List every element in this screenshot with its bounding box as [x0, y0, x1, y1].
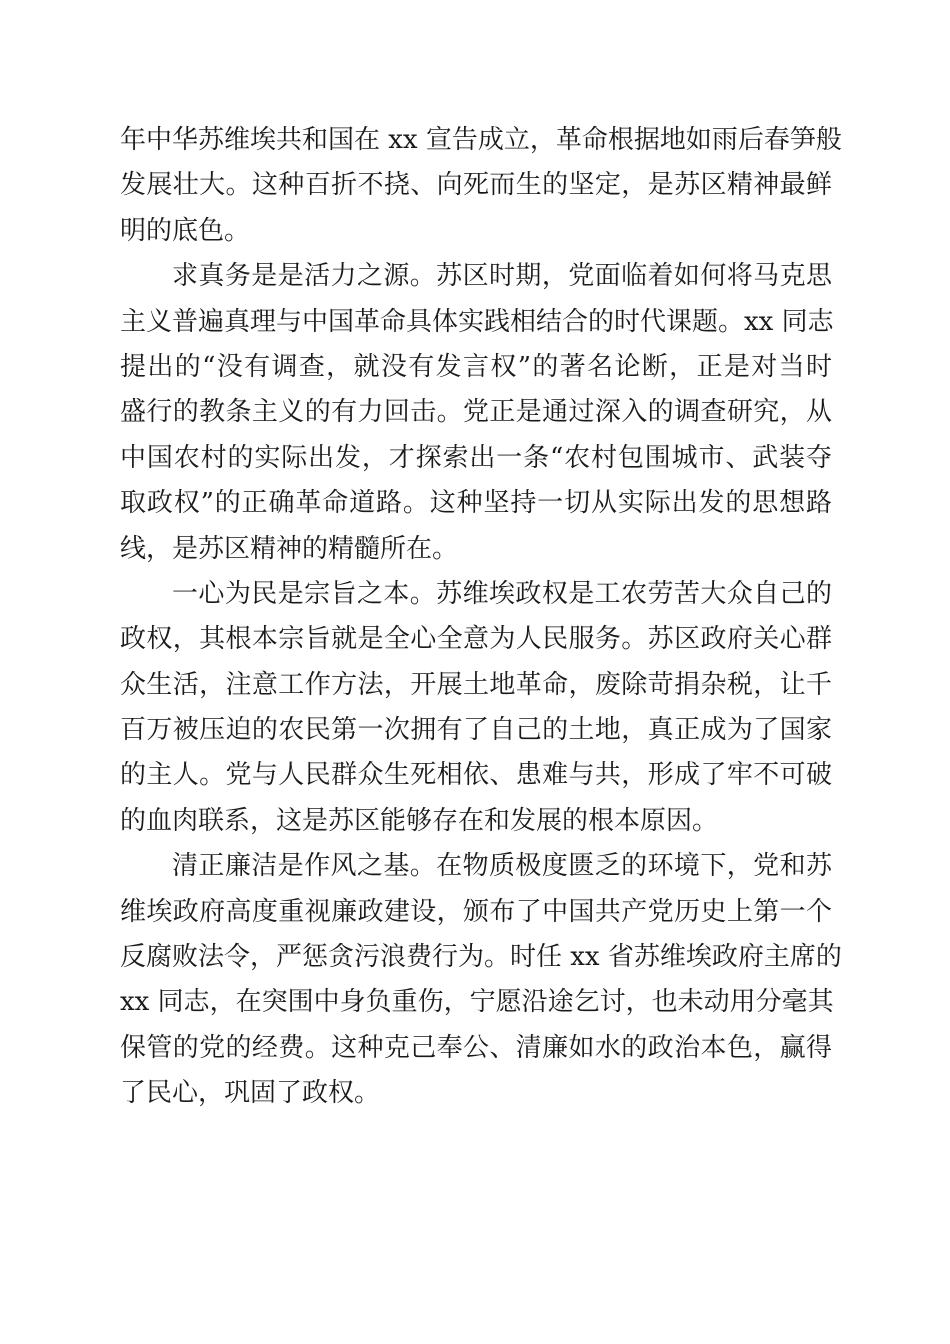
text-line: 清正廉洁是作风之基。在物质极度匮乏的环境下，党和苏 — [172, 851, 832, 882]
paragraph-p1 — [120, 118, 842, 254]
text-line: 盛行的教条主义的有力回击。党正是通过深入的调查研究，从 — [120, 397, 832, 428]
paragraph-p2 — [120, 254, 832, 572]
text-line: 中国农村的实际出发，才探索出一条“农村包围城市、武装夺 — [120, 442, 832, 473]
text-line: 百万被压迫的农民第一次拥有了自己的土地，真正成为了国家 — [120, 715, 832, 746]
paragraph-p4 — [120, 844, 842, 1116]
text-line: 发展壮大。这种百折不挠、向死而生的坚定，是苏区精神最鲜 — [120, 170, 832, 201]
paragraph-p3 — [120, 572, 832, 844]
text-line: 年中华苏维埃共和国在 xx 宣告成立，革命根据地如雨后春笋般 — [120, 125, 842, 155]
text-line: 主义普遍真理与中国革命具体实践相结合的时代课题。xx 同志 — [120, 306, 834, 337]
text-line: 求真务是是活力之源。苏区时期，党面临着如何将马克思 — [172, 261, 832, 292]
text-line: 明的底色。 — [120, 215, 251, 246]
text-line: 提出的“没有调查，就没有发言权”的著名论断，正是对当时 — [120, 351, 832, 382]
text-line: 了民心，巩固了政权。 — [120, 1078, 381, 1109]
text-line: 反腐败法令，严惩贪污浪费行为。时任 xx 省苏维埃政府主席的 — [120, 942, 842, 973]
text-line: 保管的党的经费。这种克己奉公、清廉如水的政治本色，赢得 — [120, 1032, 832, 1063]
text-line: 的主人。党与人民群众生死相依、患难与共，形成了牢不可破 — [120, 760, 832, 791]
text-line: 线，是苏区精神的精髓所在。 — [120, 533, 459, 564]
text-line: 的血肉联系，这是苏区能够存在和发展的根本原因。 — [120, 805, 719, 836]
text-line: 政权，其根本宗旨就是全心全意为人民服务。苏区政府关心群 — [120, 624, 832, 655]
text-line: xx 同志，在突围中身负重伤，宁愿沿途乞讨，也未动用分毫其 — [120, 987, 834, 1018]
text-line: 众生活，注意工作方法，开展土地革命，废除苛捐杂税，让千 — [120, 669, 832, 700]
text-line: 一心为民是宗旨之本。苏维埃政权是工农劳苦大众自己的 — [172, 578, 832, 609]
document-body — [120, 118, 842, 1117]
text-line: 维埃政府高度重视廉政建设，颁布了中国共产党历史上第一个 — [120, 896, 832, 927]
text-line: 取政权”的正确革命道路。这种坚持一切从实际出发的思想路 — [120, 488, 832, 519]
